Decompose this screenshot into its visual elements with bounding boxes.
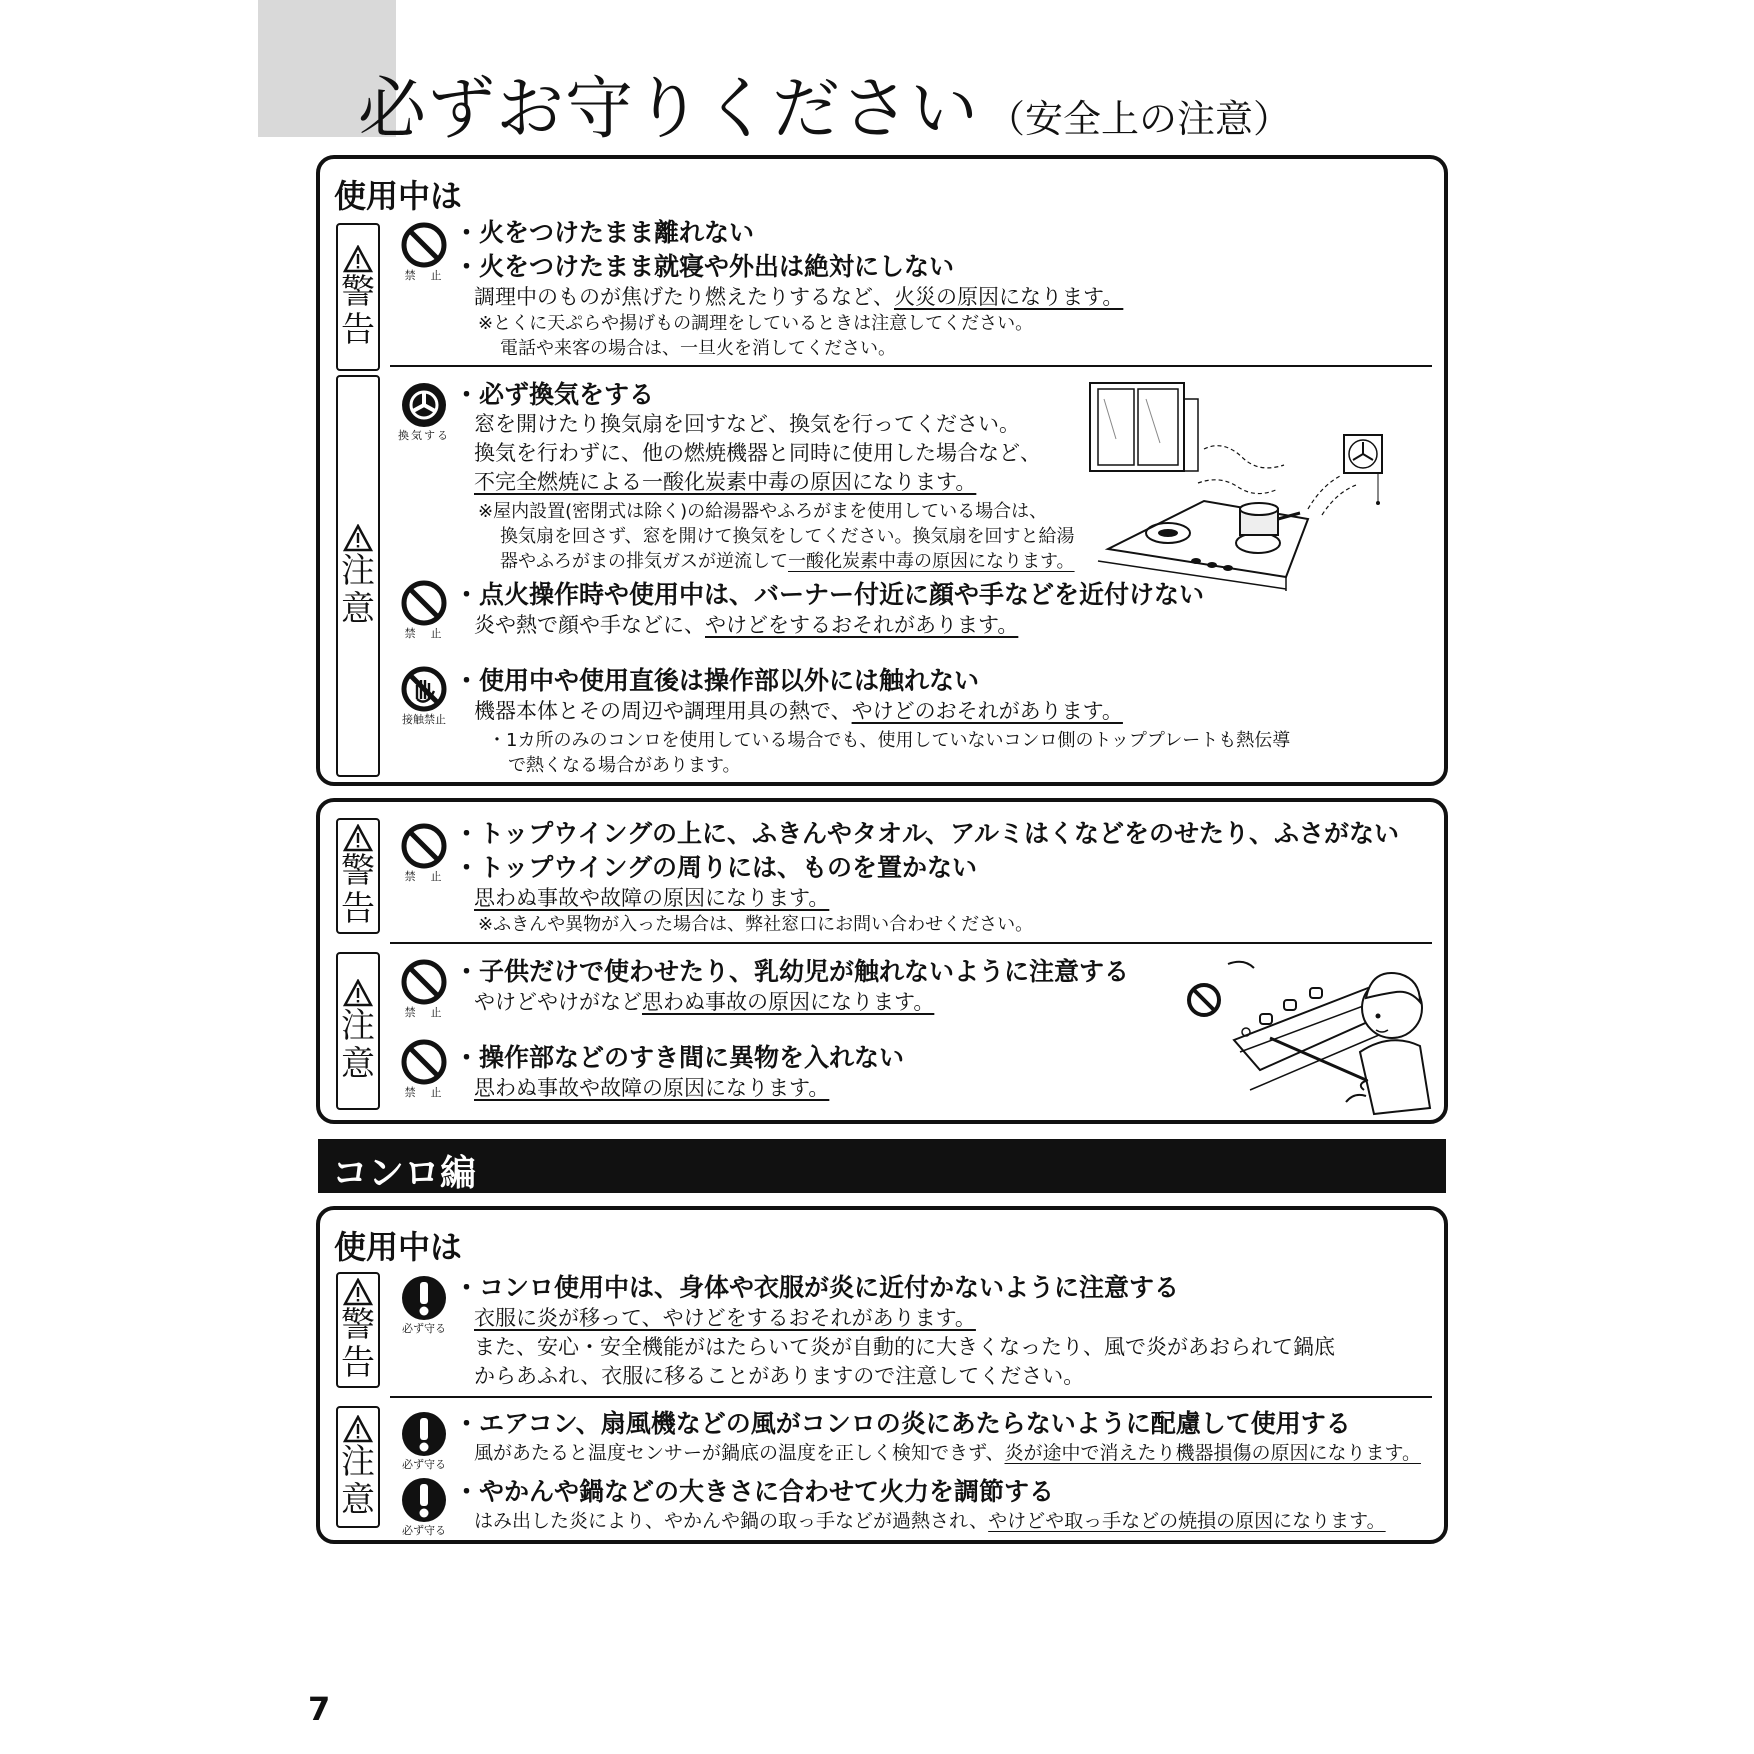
exclamation-icon: 必ず守る <box>394 1274 454 1335</box>
kitchen-ventilation-illustration <box>1086 379 1442 591</box>
warning-badge: 警 告 <box>336 223 380 371</box>
divider <box>390 942 1432 944</box>
prohibit-icon: 禁 止 <box>394 822 454 883</box>
prohibit-icon: 禁 止 <box>394 221 454 282</box>
page-title <box>358 55 1291 152</box>
warning-heading: ・火をつけたまま離れない <box>454 218 755 247</box>
caution-description: はみ出した炎により、やかんや鍋の取っ手などが過熱され、やけどや取っ手などの焼損の原因になります。 <box>474 1510 1386 1532</box>
caution-note: で熱くなる場合があります。 <box>508 755 741 776</box>
warning-heading: ・火をつけたまま就寝や外出は絶対にしない <box>454 252 955 281</box>
warning-triangle-icon <box>343 824 373 852</box>
warning-note: ※とくに天ぷらや揚げもの調理をしているときは注意してください。 <box>478 313 1034 334</box>
warning-description: からあふれ、衣服に移ることがありますので注意してください。 <box>474 1364 1085 1388</box>
caution-note: ※屋内設置(密閉式は除く)の給湯器やふろがまを使用している場合は、 <box>478 501 1048 522</box>
exclamation-icon: 必ず守る <box>394 1476 454 1537</box>
warning-description: 調理中のものが焦げたり燃えたりするなど、火災の原因になります。 <box>474 285 1124 309</box>
caution-heading: ・使用中や使用直後は操作部以外には触れない <box>454 666 980 695</box>
divider <box>390 1396 1432 1398</box>
ventilation-icon: 換気する <box>394 381 454 442</box>
warning-description: 衣服に炎が移って、やけどをするおそれがあります。 <box>474 1306 976 1330</box>
section-header <box>318 1139 1446 1193</box>
caution-description: 炎や熱で顔や手などに、やけどをするおそれがあります。 <box>474 613 1019 637</box>
caution-note: 換気扇を回さず、窓を開けて換気をしてください。換気扇を回すと給湯 <box>500 526 1075 547</box>
warning-triangle-icon <box>343 245 373 273</box>
warning-triangle-icon <box>343 524 373 552</box>
warning-triangle-icon <box>343 1278 373 1306</box>
page-title-main: 必ずお守りください <box>358 70 980 149</box>
no-touch-icon: 接触禁止 <box>394 665 454 726</box>
warning-triangle-icon <box>343 1415 373 1443</box>
prohibit-icon: 禁 止 <box>394 1038 454 1099</box>
warning-badge: 警 告 <box>336 1272 380 1388</box>
panel-heading: 使用中は <box>334 177 463 215</box>
exclamation-icon: 必ず守る <box>394 1410 454 1471</box>
caution-heading: ・必ず換気をする <box>454 380 655 409</box>
caution-description: 窓を開けたり換気扇を回すなど、換気を行ってください。 <box>474 412 1020 436</box>
panel-top-wing <box>316 798 1448 1124</box>
caution-heading: ・エアコン、扇風機などの風がコンロの炎にあたらないように配慮して使用する <box>454 1409 1351 1438</box>
warning-heading: ・コンロ使用中は、身体や衣服が炎に近付かないように注意する <box>454 1273 1180 1302</box>
caution-badge: 注 意 <box>336 1406 380 1528</box>
page-number: 7 <box>308 1690 331 1728</box>
caution-description: 不完全燃焼による一酸化炭素中毒の原因になります。 <box>474 470 977 494</box>
warning-heading: ・トップウイングの周りには、ものを置かない <box>454 853 978 882</box>
warning-heading: ・トップウイングの上に、ふきんやタオル、アルミはくなどをのせたり、ふさがない <box>454 819 1400 848</box>
caution-heading: ・子供だけで使わせたり、乳幼児が触れないように注意する <box>454 957 1130 986</box>
caution-note: ・1カ所のみのコンロを使用している場合でも、使用していないコンロ側のトッププレートも熱伝導 <box>488 730 1291 751</box>
prohibit-icon: 禁 止 <box>394 579 454 640</box>
warning-badge: 警 告 <box>336 818 380 934</box>
caution-description: 機器本体とその周辺や調理用具の熱で、やけどのおそれがあります。 <box>474 699 1123 723</box>
warning-description: 思わぬ事故や故障の原因になります。 <box>474 886 830 910</box>
panel-heading: 使用中は <box>334 1228 463 1266</box>
warning-note: ※ふきんや異物が入った場合は、弊社窓口にお問い合わせください。 <box>478 914 1034 935</box>
caution-description: 換気を行わずに、他の燃焼機器と同時に使用した場合など、 <box>474 441 1041 465</box>
prohibit-icon: 禁 止 <box>394 958 454 1019</box>
caution-description: やけどやけがなど思わぬ事故の原因になります。 <box>474 990 935 1014</box>
divider <box>390 365 1432 367</box>
child-near-stove-illustration <box>1180 952 1446 1122</box>
caution-note: 器やふろがまの排気ガスが逆流して一酸化炭素中毒の原因になります。 <box>500 551 1075 572</box>
caution-description: 思わぬ事故や故障の原因になります。 <box>474 1076 830 1100</box>
warning-note: 電話や来客の場合は、一旦火を消してください。 <box>500 338 896 359</box>
panel-stove-in-use <box>316 1206 1448 1544</box>
page-title-sub: （安全上の注意） <box>987 97 1292 141</box>
caution-description: 風があたると温度センサーが鍋底の温度を正しく検知できず、炎が途中で消えたり機器損傷の原因になります。 <box>474 1442 1421 1464</box>
caution-heading: ・点火操作時や使用中は、バーナー付近に顔や手などを近付けない <box>454 580 1205 609</box>
caution-heading: ・やかんや鍋などの大きさに合わせて火力を調節する <box>454 1477 1055 1506</box>
warning-description: また、安心・安全機能がはたらいて炎が自動的に大きくなったり、風で炎があおられて鍋底 <box>474 1335 1335 1359</box>
caution-badge: 注 意 <box>336 375 380 777</box>
panel-in-use <box>316 155 1448 786</box>
caution-heading: ・操作部などのすき間に異物を入れない <box>454 1043 905 1072</box>
warning-triangle-icon <box>343 979 373 1007</box>
section-title: コンロ編 <box>332 1153 477 1194</box>
caution-badge: 注 意 <box>336 952 380 1110</box>
